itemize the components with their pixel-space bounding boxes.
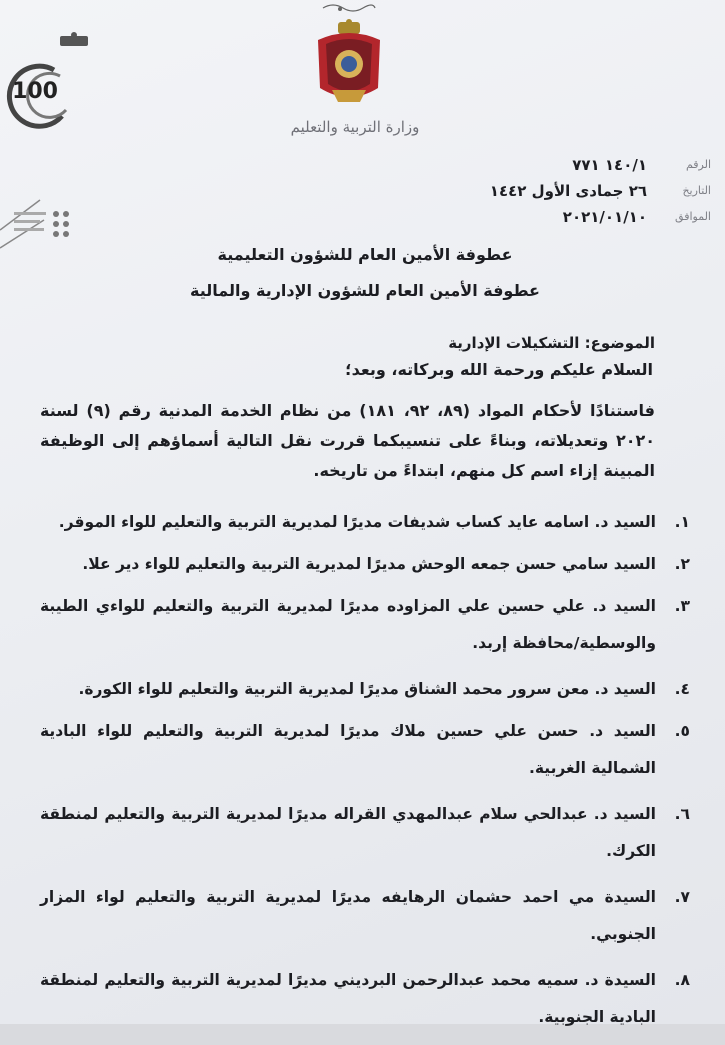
ministry-name: وزارة التربية والتعليم <box>290 118 420 136</box>
item-text: السيدة مي احمد حشمان الرهايفه مديرًا لمديرية التربية والتعليم لواء المزار الجنوبي. <box>40 888 656 943</box>
appointments-list <box>40 504 690 1045</box>
item-number: ٦. <box>674 805 690 823</box>
subject-line: الموضوع: التشكيلات الإدارية <box>448 334 655 352</box>
label-date: التاريخ <box>682 184 711 197</box>
addressee-block <box>150 237 580 309</box>
hijri-date: ٢٦ جمادى الأول ١٤٤٢ <box>489 182 647 200</box>
item-number: ٧. <box>674 888 690 906</box>
greeting: السلام عليكم ورحمة الله وبركاته، وبعد؛ <box>345 360 653 379</box>
list-item <box>40 879 690 953</box>
list-item <box>40 546 690 583</box>
list-item <box>40 962 690 1036</box>
item-number: ١. <box>674 513 690 531</box>
label-number: الرقم <box>685 158 711 171</box>
item-text: السيد د. معن سرور محمد الشناق مديرًا لمديرية التربية والتعليم للواء الكورة. <box>78 680 656 698</box>
item-number: ٥. <box>674 722 690 740</box>
label-corresponding: الموافق <box>675 210 711 223</box>
jordan-coat-of-arms-icon <box>308 18 390 110</box>
item-number: ٢. <box>674 555 690 573</box>
item-text: السيد د. عبدالحي سلام عبدالمهدي القراله مديرًا لمديرية التربية والتعليم لمنطقة الكرك. <box>40 805 656 860</box>
side-logo-icon <box>0 190 82 254</box>
list-item <box>40 588 690 662</box>
item-text: السيد د. حسن علي حسين ملاك مديرًا لمديرية التربية والتعليم للواء البادية الشمالية الغربية. <box>40 722 656 777</box>
item-text: السيدة د. سميه محمد عبدالرحمن البرديني مديرًا لمديرية التربية والتعليم لمنطقة البادية الجنوبية. <box>40 971 656 1026</box>
list-item <box>40 504 690 541</box>
item-number: ٨. <box>674 971 690 989</box>
reference-values <box>447 152 647 230</box>
item-number: ٤. <box>674 680 690 698</box>
addressee-line-1: عطوفة الأمين العام للشؤون التعليمية <box>217 245 513 264</box>
intro-paragraph: فاستنادًا لأحكام المواد (٨٩، ٩٢، ١٨١) من نظام الخدمة المدنية رقم (٩) لسنة ٢٠٢٠ وتعديلاته، وبناءً على تنسيبكما قررت نقل التالية أسماؤهم إلى الوظيفة المبينة إزاء اسم كل منهم، ابتداءً من تاريخه. <box>40 401 656 480</box>
gregorian-date: ٢٠٢١/٠١/١٠ <box>562 208 647 226</box>
list-item <box>40 713 690 787</box>
item-text: السيد سامي حسن جمعه الوحش مديرًا لمديرية التربية والتعليم للواء دير علا. <box>82 555 656 573</box>
item-number: ٣. <box>674 597 690 615</box>
addressee-line-2: عطوفة الأمين العام للشؤون الإدارية والمالية <box>190 281 540 300</box>
reference-number: ١٤٠/١ ٧٧١ <box>572 156 647 174</box>
svg-text:100: 100 <box>12 79 58 104</box>
reference-labels <box>651 152 711 230</box>
header-stamp-mark <box>318 0 378 18</box>
item-text: السيد د. اسامه عايد كساب شديفات مديرًا لمديرية التربية والتعليم للواء الموقر. <box>58 513 656 531</box>
item-text: السيد د. علي حسين علي المزاوده مديرًا لمديرية التربية والتعليم للواءي الطيبة والوسطية/محافظة إربد. <box>40 597 656 652</box>
list-item <box>40 671 690 708</box>
centenary-logo-icon <box>12 30 120 130</box>
list-item <box>40 796 690 870</box>
